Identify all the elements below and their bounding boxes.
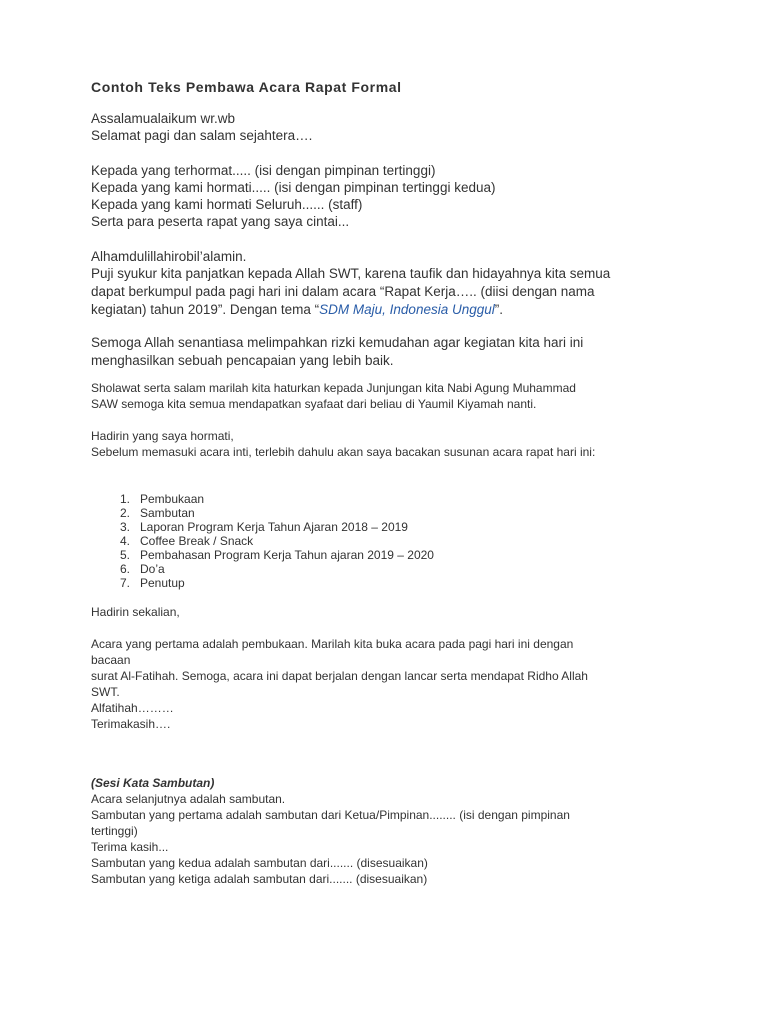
sambutan-line: Sambutan yang kedua adalah sambutan dari....... (disesuaikan): [91, 856, 428, 870]
address-line: Kepada yang terhormat..... (isi dengan pimpinan tertinggi): [91, 163, 436, 178]
address-line: Kepada yang kami hormati..... (isi dengan pimpinan tertinggi kedua): [91, 180, 496, 195]
sambutan-line: Sambutan yang ketiga adalah sambutan dari....... (disesuaikan): [91, 872, 428, 886]
opening-line: Terimakasih….: [91, 717, 171, 731]
agenda-number: 5.: [119, 548, 130, 562]
greeting-line: Selamat pagi dan salam sejahtera….: [91, 128, 313, 143]
address-line: Serta para peserta rapat yang saya cintai...: [91, 214, 350, 229]
praise-line: Alhamdulillahirobil’alamin.: [91, 249, 247, 264]
agenda-number: 7.: [119, 576, 130, 590]
praise-text: ”.: [494, 302, 503, 317]
agenda-text: Do’a: [140, 562, 165, 576]
theme-link[interactable]: SDM Maju, Indonesia Unggul: [319, 302, 495, 317]
greeting-line: Assalamualaikum wr.wb: [91, 111, 236, 126]
agenda-text: Penutup: [140, 576, 185, 590]
sambutan-line: Sambutan yang pertama adalah sambutan dari Ketua/Pimpinan........ (isi dengan pimpinan: [91, 808, 570, 822]
opening-line: Acara yang pertama adalah pembukaan. Marilah kita buka acara pada pagi hari ini dengan: [91, 637, 574, 651]
intro-line: Hadirin yang saya hormati,: [91, 429, 234, 443]
agenda-item: [106, 492, 204, 506]
agenda-number: 3.: [119, 520, 130, 534]
praise-line-theme: [91, 302, 503, 317]
agenda-text: Sambutan: [140, 506, 195, 520]
agenda-number: 2.: [119, 506, 130, 520]
opening-line: SWT.: [91, 685, 120, 699]
opening-line: Hadirin sekalian,: [91, 605, 180, 619]
agenda-item: [106, 506, 195, 520]
agenda-text: Coffee Break / Snack: [140, 534, 254, 548]
opening-line: Alfatihah………: [91, 701, 174, 715]
prayer-line: menghasilkan sebuah pencapaian yang lebih baik.: [91, 353, 394, 368]
agenda-item: [106, 534, 253, 548]
sholawat-line: SAW semoga kita semua mendapatkan syafaat dari beliau di Yaumil Kiyamah nanti.: [91, 397, 537, 411]
prayer-line: Semoga Allah senantiasa melimpahkan rizki kemudahan agar kegiatan kita hari ini: [91, 335, 584, 350]
praise-line: Puji syukur kita panjatkan kepada Allah SWT, karena taufik dan hidayahnya kita semua: [91, 266, 611, 281]
opening-line: surat Al-Fatihah. Semoga, acara ini dapat berjalan dengan lancar serta mendapat Ridho Allah: [91, 669, 588, 683]
agenda-item: [106, 548, 434, 562]
agenda-number: 4.: [119, 534, 130, 548]
sholawat-line: Sholawat serta salam marilah kita haturkan kepada Junjungan kita Nabi Agung Muhammad: [91, 381, 576, 395]
intro-line: Sebelum memasuki acara inti, terlebih dahulu akan saya bacakan susunan acara rapat hari ini:: [91, 445, 596, 459]
agenda-number: 6.: [119, 562, 130, 576]
document-title: Contoh Teks Pembawa Acara Rapat Formal: [91, 79, 402, 95]
praise-line: dapat berkumpul pada pagi hari ini dalam acara “Rapat Kerja….. (diisi dengan nama: [91, 284, 595, 299]
agenda-text: Laporan Program Kerja Tahun Ajaran 2018 – 2019: [140, 520, 408, 534]
praise-text: kegiatan) tahun 2019”. Dengan tema “: [91, 302, 320, 317]
agenda-item: [106, 562, 165, 576]
agenda-text: Pembahasan Program Kerja Tahun ajaran 2019 – 2020: [140, 548, 434, 562]
sambutan-line: Acara selanjutnya adalah sambutan.: [91, 792, 286, 806]
agenda-item: [106, 576, 185, 590]
agenda-number: 1.: [119, 492, 130, 506]
sambutan-line: tertinggi): [91, 824, 138, 838]
sambutan-heading: (Sesi Kata Sambutan): [91, 776, 215, 790]
opening-line: bacaan: [91, 653, 131, 667]
agenda-item: [106, 520, 408, 534]
agenda-text: Pembukaan: [140, 492, 205, 506]
sambutan-line: Terima kasih...: [91, 840, 169, 854]
address-line: Kepada yang kami hormati Seluruh...... (staff): [91, 197, 363, 212]
